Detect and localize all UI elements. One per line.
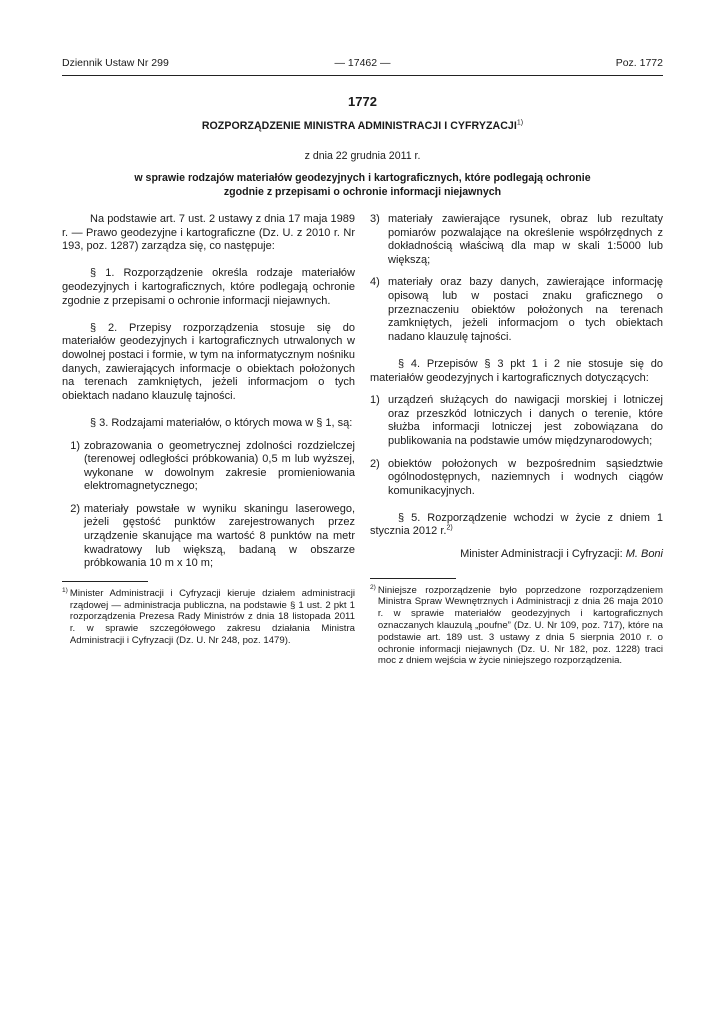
page-number: — 17462 — — [334, 57, 391, 69]
left-column — [62, 213, 355, 647]
list-item-text: zobrazowania o geometrycznej zdolności rozdzielczej (terenowej odległości próbkowania) 0,5 m lub wyższej, wykonane w dowolnym zakresie promieniowania elektromagnetycznego; — [84, 439, 355, 493]
footnote-number: 2) — [370, 583, 376, 591]
paragraph-1: § 1. Rozporządzenie określa rodzaje materiałów geodezyjnych i kartograficznych, które podlegają ochronie zgodnie z przepisami o ochronie informacji niejawnych. — [62, 267, 355, 307]
signature — [370, 548, 663, 562]
footnote-2 — [370, 585, 663, 668]
act-subject — [82, 172, 643, 199]
act-title-text: ROZPORZĄDZENIE MINISTRA ADMINISTRACJI I CYFRYZACJI — [201, 120, 517, 132]
list-item-text: materiały oraz bazy danych, zawierające informację opisową lub w postaci znaku graficznego o przeznaczeniu obiektów położonych na terenach zamkniętych, jeżeli informacjom o tych obiektach nadano klauzulę tajności. — [388, 276, 663, 343]
list-item-number: 3) — [370, 213, 380, 225]
list-item-text: materiały powstałe w wyniku skaningu laserowego, jeżeli gęstość punktów zarejestrowanych przez urządzenie skanujące ma wartość 8 punktów na metr kwadratowy lub większą, badaną w obszarze próbkowania 10 m x 10 m; — [84, 502, 355, 570]
header-divider — [62, 75, 663, 76]
journal-name: Dziennik Ustaw Nr 299 — [62, 57, 169, 69]
list-item — [370, 394, 663, 448]
act-subject-line-1: w sprawie rodzajów materiałów geodezyjnych i kartograficznych, które podlegają ochronie — [134, 172, 591, 184]
position-number: Poz. 1772 — [615, 57, 663, 69]
right-column — [370, 213, 663, 667]
list-item — [370, 213, 663, 267]
preamble: Na podstawie art. 7 ust. 2 ustawy z dnia 17 maja 1989 r. — Prawo geodezyjne i kartograficzne (Dz. U. z 2010 r. Nr 193, poz. 1287) zarządza się, co następuje: — [62, 213, 355, 253]
footnote-text: Niniejsze rozporządzenie było poprzedzone rozporządzeniem Ministra Spraw Wewnętrznych i Administracji z dnia 26 maja 2010 r. w sprawie materiałów geodezyjnych i kartograficznych oznaczanych klauzulą „poufne” (Dz. U. Nr 109, poz. 717), które na podstawie art. 189 ust. 3 ustawy z dnia 5 sierpnia 2010 r. o ochronie informacji niejawnych (Dz. U. Nr 182, poz. 1228) traci moc z dniem wejścia w życie niniejszego rozporządzenia. — [377, 584, 663, 667]
footnote-number: 1) — [62, 586, 68, 594]
act-date: z dnia 22 grudnia 2011 r. — [304, 150, 421, 162]
list-item — [370, 276, 663, 344]
list-item-text: obiektów położonych w bezpośrednim sąsiedztwie ogólnodostępnych, naziemnych i wodnych ciągów komunikacyjnych. — [388, 457, 663, 497]
list-item-number: 2) — [70, 502, 80, 515]
act-title — [62, 120, 663, 132]
list-item-text: urządzeń służących do nawigacji morskiej i lotniczej oraz przeszkód lotniczych i danych o terenie, które służba informacji lotniczej jest zobowiązana do publikowania na podstawie umów międzynarodowych; — [388, 394, 663, 447]
list-item-text: materiały zawierające rysunek, obraz lub rezultaty pomiarów pozwalające na określenie współrzędnych z dokładnością właściwą dla map w skali 1:5000 lub większą; — [388, 213, 663, 266]
par5-footnote-ref: 2) — [446, 524, 453, 532]
paragraph-4-intro: § 4. Przepisów § 3 pkt 1 i 2 nie stosuje się do materiałów geodezyjnych i kartograficznych dotyczących: — [370, 357, 663, 384]
paragraph-5-text: § 5. Rozporządzenie wchodzi w życie z dniem 1 stycznia 2012 r. — [370, 511, 663, 538]
title-footnote-ref: 1) — [516, 119, 524, 127]
list-item-number: 2) — [370, 457, 380, 470]
document-page — [62, 56, 663, 996]
act-subject-line-2: zgodnie z przepisami o ochronie informacji niejawnych — [223, 185, 502, 198]
list-item — [62, 503, 355, 571]
running-header — [62, 56, 663, 70]
paragraph-5 — [370, 512, 663, 539]
paragraph-3-intro: § 3. Rodzajami materiałów, o których mowa w § 1, są: — [90, 416, 353, 429]
act-number: 1772 — [348, 94, 377, 109]
signature-name: M. Boni — [625, 548, 663, 561]
list-item — [370, 458, 663, 499]
list-item-number: 1) — [370, 394, 380, 407]
footnote-1 — [62, 588, 355, 647]
paragraph-2: § 2. Przepisy rozporządzenia stosuje się do materiałów geodezyjnych i kartograficznych utrwalonych w dowolnej postaci i formie, w tym na informatycznym nośniku danych, zawierających informacje o obiektach położonych na terenach zamkniętych, jeżeli informacjom o tych obiektach nadano klauzulę tajności. — [62, 321, 355, 402]
list-item-number: 1) — [70, 439, 80, 452]
list-item — [62, 440, 355, 494]
signature-prefix: Minister Administracji i Cyfryzacji: — [460, 548, 626, 561]
list-item-number: 4) — [370, 276, 380, 289]
footnote-text: Minister Administracji i Cyfryzacji kieruje działem administracji rządowej — administracja publiczna, na podstawie § 1 ust. 2 pkt 1 rozporządzenia Prezesa Rady Ministrów z dnia 18 listopada 2011 r. w sprawie szczegółowego zakresu działania Ministra Administracji i Cyfryzacji (Dz. U. Nr 248, poz. 1479). — [69, 587, 355, 647]
